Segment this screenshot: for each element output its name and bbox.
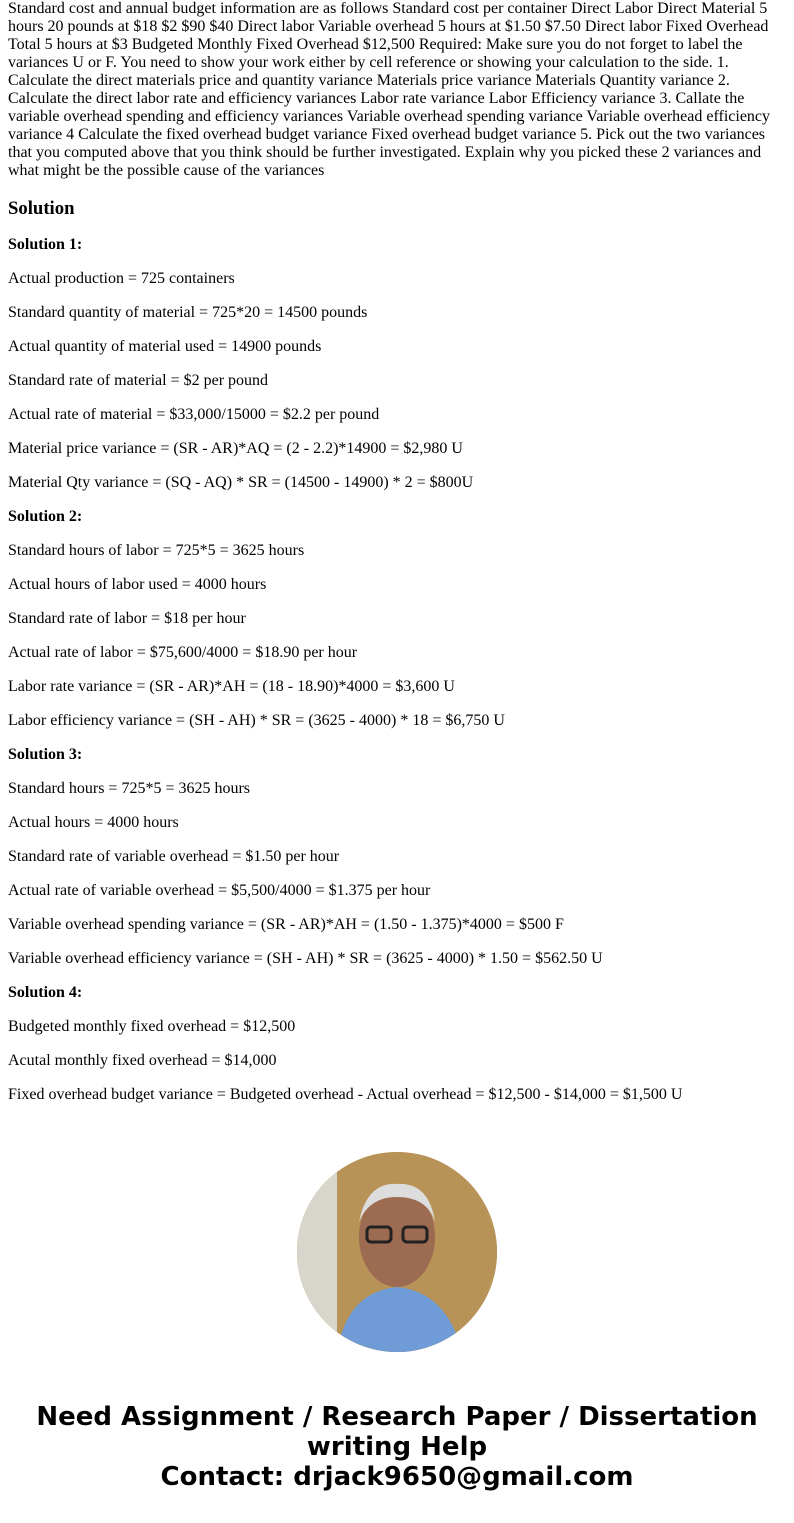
question-text: Standard cost and annual budget information are as follows Standard cost per container Direct Labor Direct Material 5 hours 20 pounds at $18 $2 $90 $40 Direct labor Variable overhead 5 hours at $1.50 $7.50 Direct labor Fixed Overhead Total 5 hours at $3 Budgeted Monthly Fixed Overhead $12,500 Required: Make sure you do not forget to label the variances U or F. You need to show your work either by cell reference or showing your calculation to the side. 1. Calculate the direct materials price and quantity variance Materials price variance Materials Quantity variance 2. Calculate the direct labor rate and efficiency variances Labor rate variance Labor Efficiency variance 3. Callate the variable overhead spending and efficiency variances Variable overhead spending variance Variable overhead efficiency variance 4 Calculate the fixed overhead budget variance Fixed overhead budget variance 5. Pick out the two variances that you computed above that you think should be further investigated. Explain why you picked these 2 variances and what might be the possible cause of the variances [8, 0, 771, 179]
solution-line: Standard rate of labor = $18 per hour [8, 610, 246, 627]
solution-line: Material price variance = (SR - AR)*AQ = (2 - 2.2)*14900 = $2,980 U [8, 440, 463, 457]
solution-heading: Solution [8, 198, 75, 219]
solution-subheading: Solution 2: [8, 508, 83, 525]
solution-subheading: Solution 4: [8, 984, 83, 1001]
solution-line: Actual rate of material = $33,000/15000 = $2.2 per pound [8, 406, 380, 423]
solution-line: Budgeted monthly fixed overhead = $12,500 [8, 1018, 296, 1035]
solution-subheading: Solution 1: [8, 236, 83, 253]
solution-line: Actual rate of labor = $75,600/4000 = $18.90 per hour [8, 644, 358, 661]
solution-line: Actual quantity of material used = 14900 pounds [8, 338, 322, 355]
solution-body [8, 236, 786, 1104]
footer-contact: Contact: drjack9650@gmail.com [160, 1462, 634, 1492]
solution-line: Standard hours of labor = 725*5 = 3625 hours [8, 542, 305, 559]
solution-line: Variable overhead efficiency variance = (SH - AH) * SR = (3625 - 4000) * 1.50 = $562.50 U [8, 950, 603, 967]
author-photo [297, 1152, 497, 1352]
solution-line: Actual hours of labor used = 4000 hours [8, 576, 267, 593]
solution-line: Standard hours = 725*5 = 3625 hours [8, 780, 251, 797]
solution-line: Material Qty variance = (SQ - AQ) * SR = (14500 - 14900) * 2 = $800U [8, 474, 474, 491]
solution-line: Fixed overhead budget variance = Budgeted overhead - Actual overhead = $12,500 - $14,000 = $1,500 U [8, 1086, 683, 1103]
solution-line: Actual hours = 4000 hours [8, 814, 179, 831]
solution-line: Standard quantity of material = 725*20 = 14500 pounds [8, 304, 368, 321]
solution-line: Actual rate of variable overhead = $5,500/4000 = $1.375 per hour [8, 882, 431, 899]
solution-line: Standard rate of material = $2 per pound [8, 372, 269, 389]
solution-line: Labor rate variance = (SR - AR)*AH = (18 - 18.90)*4000 = $3,600 U [8, 678, 455, 695]
solution-line: Acutal monthly fixed overhead = $14,000 [8, 1052, 277, 1069]
footer-line-1: Need Assignment / Research Paper / Dissertation writing Help [36, 1402, 758, 1462]
solution-line: Labor efficiency variance = (SH - AH) * SR = (3625 - 4000) * 18 = $6,750 U [8, 712, 505, 729]
solution-line: Standard rate of variable overhead = $1.50 per hour [8, 848, 340, 865]
solution-subheading: Solution 3: [8, 746, 83, 763]
solution-line: Actual production = 725 containers [8, 270, 235, 287]
solution-line: Variable overhead spending variance = (SR - AR)*AH = (1.50 - 1.375)*4000 = $500 F [8, 916, 564, 933]
contact-banner [0, 1402, 794, 1492]
